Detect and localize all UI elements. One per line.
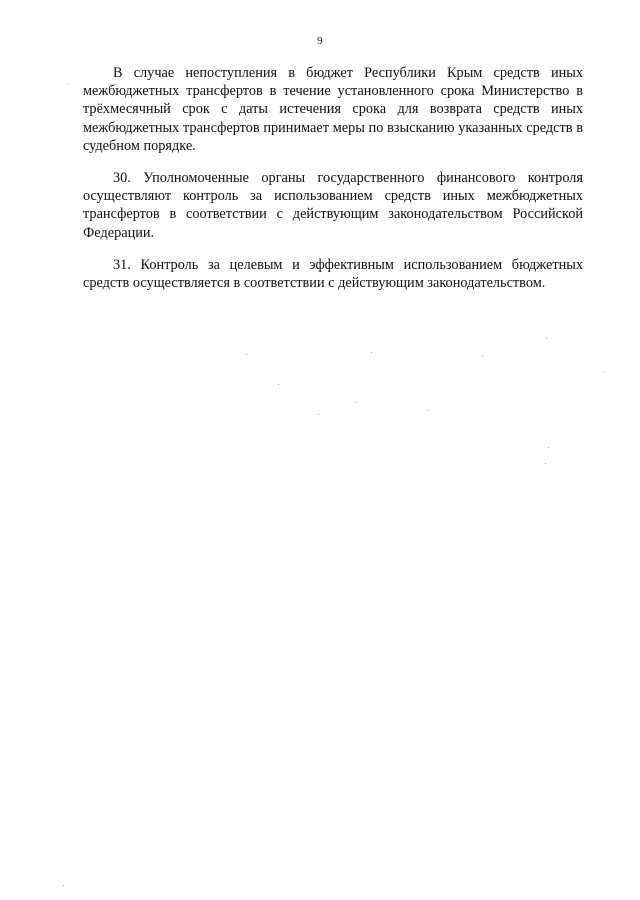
scan-speck bbox=[278, 384, 279, 385]
paragraph-30-financial-control: 30. Уполномоченные органы государственного финансового контроля осуществляют контроль за использованием средств иных межбюджетных трансфертов в соответствии с действующим законодательством Российской Федерации. bbox=[83, 170, 583, 241]
scan-speck bbox=[246, 354, 247, 355]
document-body bbox=[83, 64, 583, 306]
paragraph-31-targeted-use-control: 31. Контроль за целевым и эффективным использованием бюджетных средств осуществляется в соответствии с действующим законодательством. bbox=[83, 256, 583, 292]
scan-speck bbox=[355, 402, 356, 403]
paragraph-refund-measures: В случае непоступления в бюджет Республики Крым средств иных межбюджетных трансфертов в течение установленного срока Министерство в трёхмесячный срок с даты истечения срока для возврата средств иных межбюджетных трансфертов принимает меры по взысканию указанных средств в судебном порядке. bbox=[83, 65, 583, 154]
scan-speck bbox=[603, 372, 604, 373]
scan-speck bbox=[68, 84, 69, 85]
scan-speck bbox=[318, 414, 319, 415]
scan-speck bbox=[371, 352, 372, 353]
scan-speck bbox=[482, 356, 483, 357]
page-number: 9 bbox=[317, 35, 323, 47]
scan-speck bbox=[545, 463, 546, 464]
scan-speck bbox=[548, 447, 549, 448]
scan-speck bbox=[546, 338, 547, 339]
scan-speck bbox=[428, 410, 429, 411]
scan-speck bbox=[63, 885, 64, 886]
